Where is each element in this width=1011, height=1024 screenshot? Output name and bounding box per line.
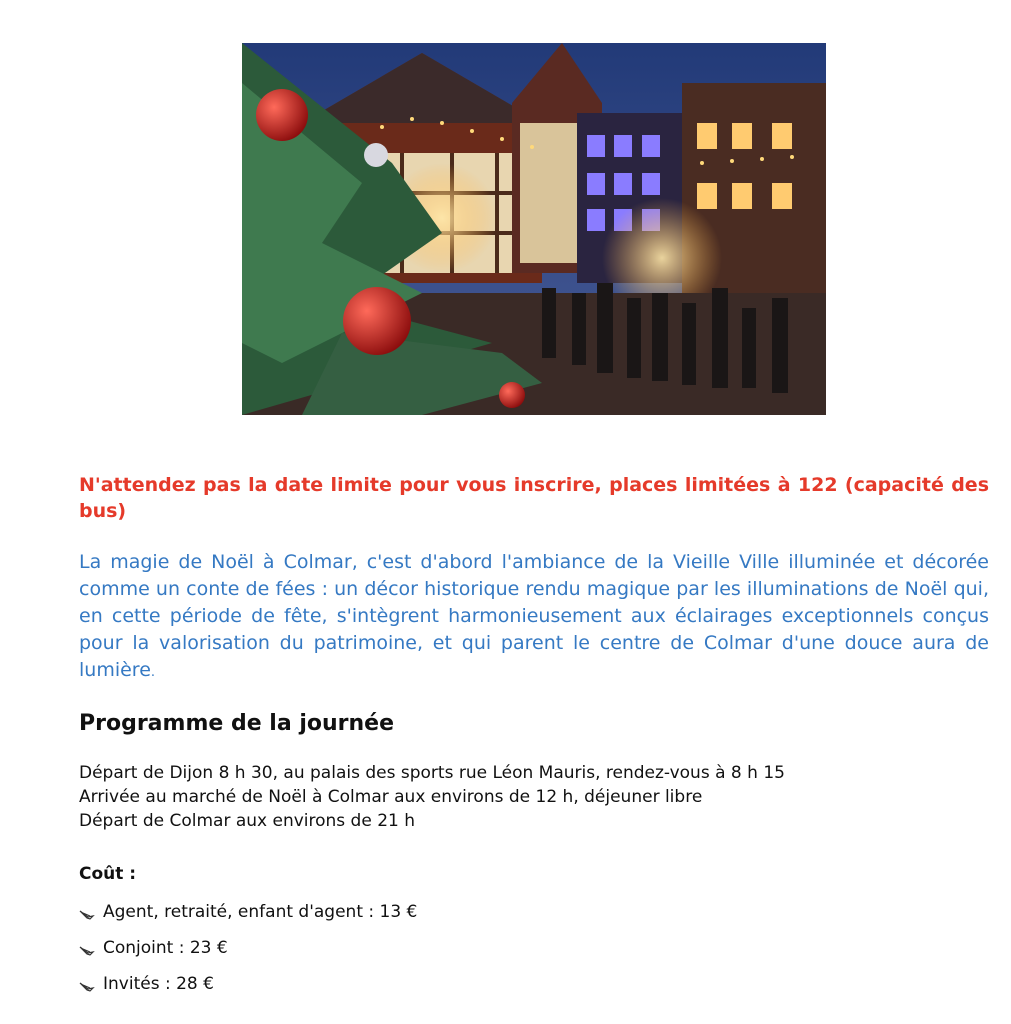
- cost-item-agent: [79, 900, 417, 936]
- cost-item-guests: [79, 972, 417, 1008]
- pointing-arrow-icon: [79, 977, 95, 993]
- pointing-arrow-icon: [79, 941, 95, 957]
- intro-end: .: [150, 665, 156, 680]
- registration-warning: N'attendez pas la date limite pour vous inscrire, places limitées à 122 (capacité des bus): [79, 474, 989, 522]
- pointing-arrow-icon: [79, 905, 95, 921]
- cost-item-label: Conjoint : 23 €: [103, 938, 228, 958]
- schedule-list: [79, 761, 785, 833]
- programme-title: Programme de la journée: [79, 711, 395, 736]
- cost-title: Coût :: [79, 864, 137, 884]
- cost-item-label: Invités : 28 €: [103, 974, 214, 994]
- cost-item-label: Agent, retraité, enfant d'agent : 13 €: [103, 902, 418, 922]
- cost-list: [79, 900, 417, 1008]
- intro-paragraph: [79, 549, 989, 686]
- cost-item-spouse: [79, 936, 417, 972]
- schedule-line-return: Départ de Colmar aux environs de 21 h: [79, 811, 416, 831]
- intro-text: La magie de Noël à Colmar, c'est d'abord l'ambiance de la Vieille Ville illuminée et décorée comme un conte de fées : un décor historique rendu magique par les illuminations de Noël qui, en cette période de fête, s'intègrent harmonieusement aux éclairages exceptionnels conçus pour la valorisation du patrimoine, et qui parent le centre de Colmar d'une douce aura de lumière: [79, 551, 989, 681]
- hero-image: [242, 43, 826, 415]
- schedule-line-arrival: Arrivée au marché de Noël à Colmar aux environs de 12 h, déjeuner libre: [79, 787, 703, 807]
- schedule-line-departure: Départ de Dijon 8 h 30, au palais des sports rue Léon Mauris, rendez-vous à 8 h 15: [79, 763, 785, 783]
- colmar-christmas-market-illustration: [242, 43, 826, 415]
